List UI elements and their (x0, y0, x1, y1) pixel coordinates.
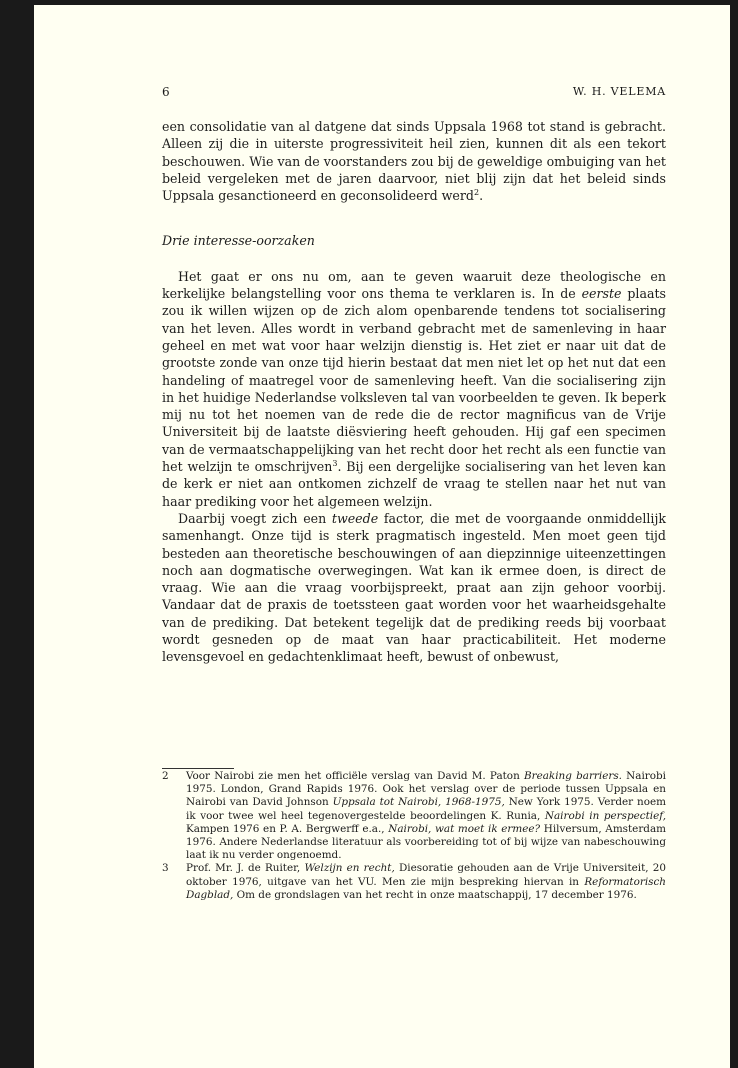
footnote-3-number: 3 (162, 862, 169, 875)
body-text (162, 118, 666, 666)
footnote-2-part-c: New York 1975. Verder noem ik voor twee wel heel tegenovergestelde beoordelingen K. Runia, (186, 796, 666, 822)
footnote-2 (162, 770, 666, 862)
paragraph-3 (162, 510, 666, 666)
footnote-3-title-2: Reformatorisch Dagblad, (186, 875, 666, 901)
footnote-2-title-1: Breaking barriers. (523, 770, 622, 782)
footnote-ref-2: 2 (473, 188, 480, 197)
footnote-rule (162, 768, 234, 769)
footnote-3-text (186, 862, 666, 902)
footnote-2-part-a: Voor Nairobi zie men het officiële verslag van David M. Paton (186, 770, 524, 782)
section-heading: Drie interesse-oorzaken (162, 233, 315, 249)
page-number: 6 (162, 85, 170, 99)
scan-border-left (0, 0, 34, 1068)
footnote-2-title-2: Uppsala tot Nairobi, 1968-1975, (332, 796, 505, 809)
paragraph-3-text-a: Daarbij voegt zich een (178, 510, 332, 526)
footnote-2-part-e: Hilversum, Amsterdam 1976. Andere Nederlandse literatuur als voorbereiding tot of bij wijze van nabeschouwing laat ik nu verder ongenoemd. (186, 822, 666, 862)
footnote-2-title-3: Nairobi in perspectief, (544, 809, 666, 822)
paragraph-2 (162, 268, 666, 510)
scan-border-top (0, 0, 738, 5)
footnote-3-part-b: Diesoratie gehouden aan de Vrije Universiteit, 20 oktober 1976, uitgave van het VU. Men zie mijn bespreking hiervan in (186, 862, 666, 888)
footnote-3-part-c: Om de grondslagen van het recht in onze maatschappij, 17 december 1976. (233, 888, 637, 901)
footnote-3-part-a: Prof. Mr. J. de Ruiter, (186, 862, 305, 875)
footnote-2-part-d: Kampen 1976 en P. A. Bergwerff e.a., (186, 822, 389, 835)
footnote-3 (162, 862, 666, 902)
paragraph-1-end: . (479, 188, 484, 204)
footnote-3-title-1: Welzijn en recht, (304, 862, 395, 875)
paragraph-1-text: een consolidatie van al datgene dat sinds Uppsala 1968 tot stand is gebracht. Alleen zij die in uiterste progressiviteit heil zien, kunnen dit als een tekort beschouwen. Wie van de voorstanders zou bij de geweldige ombuiging van het beleid vergeleken met de jaren daarvoor, niet blij zijn dat het beleid sinds Uppsala gesanctioneerd en geconsolideerd werd (162, 119, 666, 204)
paragraph-2-text-b: plaats zou ik willen wijzen op de zich alom openbarende tendens tot socialisering van het leven. Alles wordt in verband gebracht met de samenleving in haar geheel en met wat voor haar welzijn dienstig is. Het ziet er naar uit dat de grootste zonde van onze tijd hierin bestaat dat men niet let op het nut dat een handeling of maatregel voor de samenleving heeft. Van die socialisering zijn in het huidige Nederlandse volksleven tal van voorbeelden te geven. Ik beperk mij nu tot het noemen van de rede die de rector magnificus van de Vrije Universiteit bij de laatste diësviering heeft gehouden. Hij gaf een specimen van de vermaatschappelijking van het recht door het recht als een functie van het welzijn te omschrijven (162, 286, 666, 475)
paragraph-1 (162, 118, 666, 204)
paragraph-2-text-c: . Bij een dergelijke socialisering van het leven kan de kerk er niet aan ontkomen zichzelf de vraag te stellen naar het nut van haar prediking voor het algemeen welzijn. (162, 459, 666, 509)
scan-border-right (730, 0, 738, 1068)
paragraph-2-text-a: Het gaat er ons nu om, aan te geven waaruit deze theologische en kerkelijke belangstelling voor ons thema te verklaren is. In de (162, 268, 666, 302)
footnote-2-title-4: Nairobi, wat moet ik ermee? (388, 822, 541, 835)
footnote-ref-3: 3 (332, 458, 338, 468)
footnote-2-text (186, 770, 666, 862)
footnote-2-number: 2 (162, 770, 169, 782)
paragraph-2-emphasis: eerste (581, 286, 622, 302)
paragraph-3-emphasis: tweede (331, 510, 379, 526)
footnote-2-part-b: Nairobi 1975. London, Grand Rapids 1976. Ook het verslag over de periode tussen Uppsala en Nairobi van David Johnson (186, 770, 666, 809)
running-head: W. H. VELEMA (572, 85, 666, 98)
paragraph-3-text-b: factor, die met de voorgaande onmiddellijk samenhangt. Onze tijd is sterk pragmatisch ingesteld. Men moet geen tijd besteden aan theoretische beschouwingen of aan diepzinnige uiteenzettingen noch aan dogmatische overwegingen. Wat kan ik ermee doen, is direct de vraag. Wie aan die vraag voorbijspreekt, praat aan zijn gehoor voorbij. Vandaar dat de praxis de toetssteen gaat worden voor het waarheidsgehalte van de prediking. Dat betekent tegelijk dat de prediking reeds bij voorbaat wordt gesneden op de maat van haar practicabiliteit. Het moderne levensgevoel en gedachtenklimaat heeft, bewust of onbewust, (162, 510, 666, 665)
footnotes (162, 770, 666, 902)
